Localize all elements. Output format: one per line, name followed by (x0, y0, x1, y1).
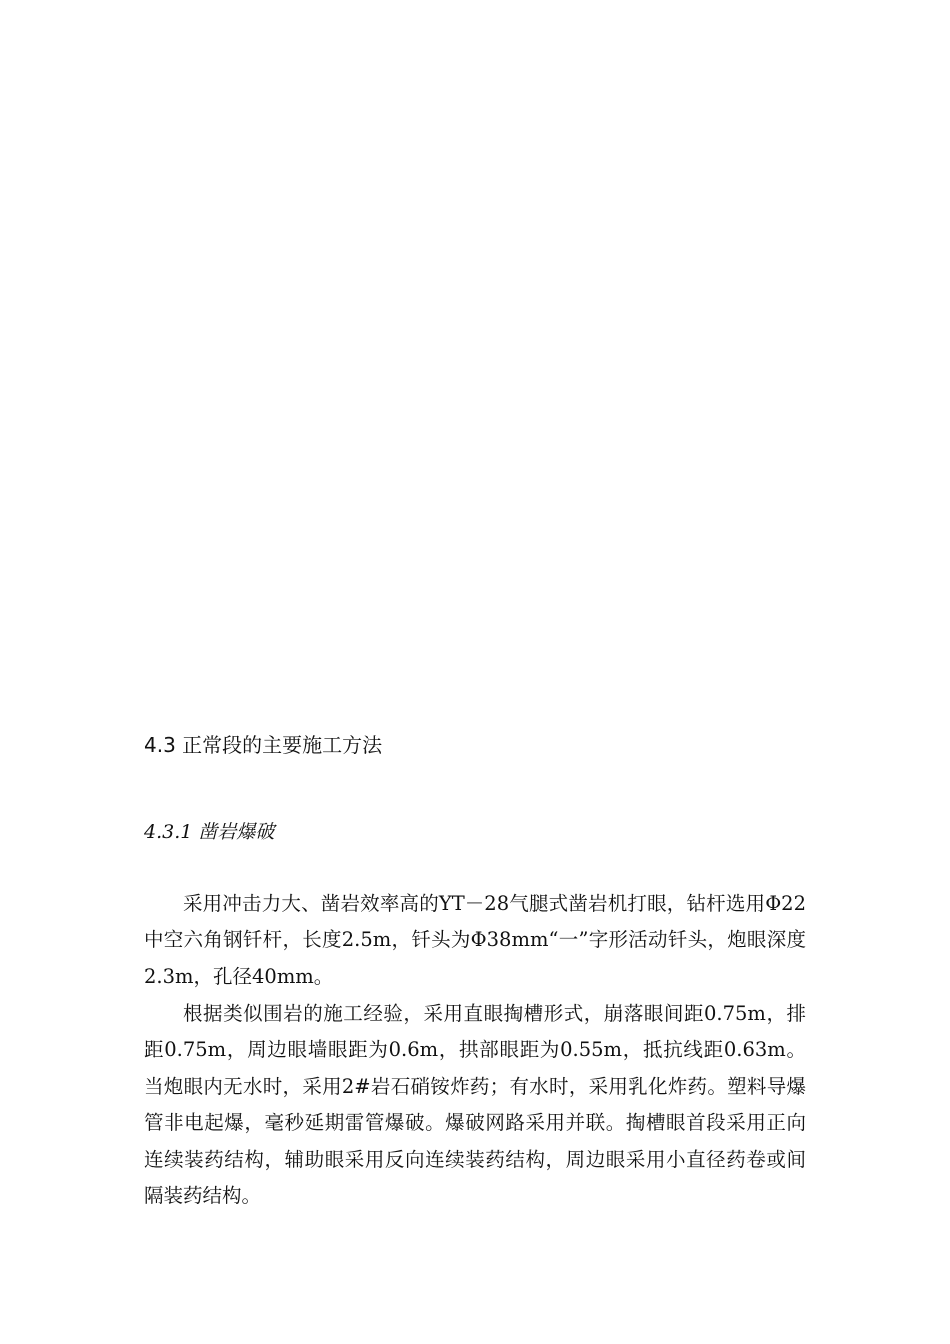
section-heading: 4.3 正常段的主要施工方法 (144, 733, 383, 757)
body-paragraph: 采用冲击力大、凿岩效率高的YT－28气腿式凿岩机打眼，钻杆选用Φ22中空六角钢钎杆，长度2.5m，钎头为Φ38mm“一”字形活动钎头，炮眼深度2.3m，孔径40mm。 (144, 891, 806, 988)
body-paragraph: 根据类似围岩的施工经验，采用直眼掏槽形式，崩落眼间距0.75m，排距0.75m，周边眼墙眼距为0.6m，拱部眼距为0.55m，抵抗线距0.63m。当炮眼内无水时，采用2#岩石硝铵炸药；有水时，采用乳化炸药。塑料导爆管非电起爆，毫秒延期雷管爆破。爆破网路采用并联。掏槽眼首段采用正向连续装药结构，辅助眼采用反向连续装药结构，周边眼采用小直径药卷或间隔装药结构。 (144, 1001, 806, 1207)
subsection-heading: 4.3.1 凿岩爆破 (144, 821, 275, 843)
